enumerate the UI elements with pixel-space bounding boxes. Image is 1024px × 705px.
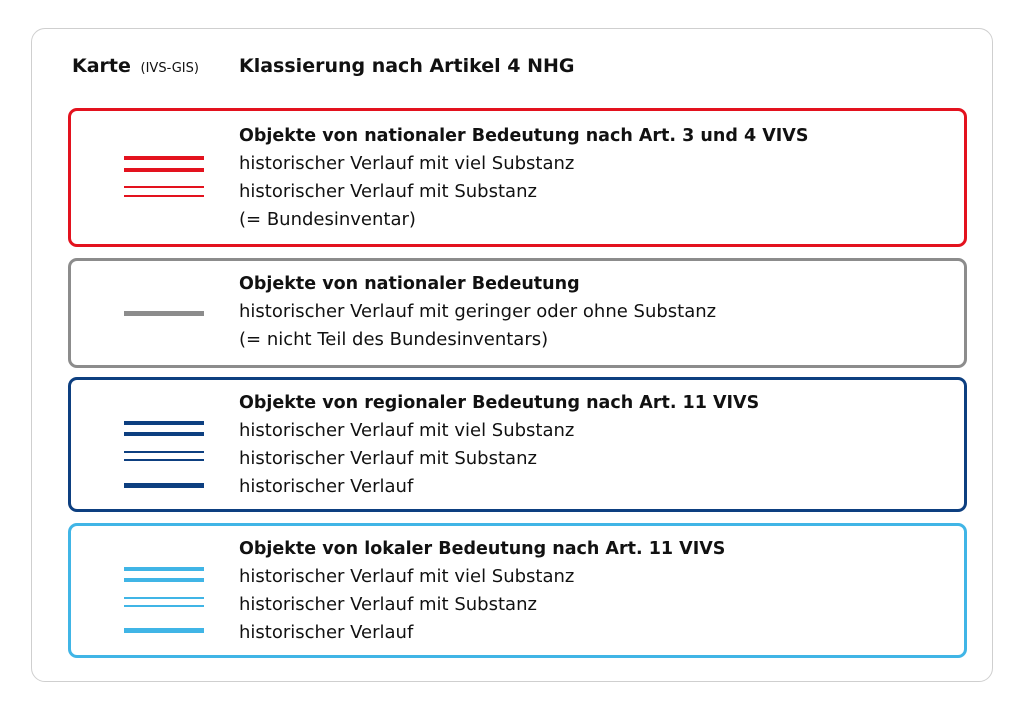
red-double-line-thick-bottom (124, 168, 204, 172)
category-row-local-1: historischer Verlauf mit viel Substanz (239, 566, 575, 587)
category-row-regional-2: historischer Verlauf mit Substanz (239, 448, 537, 469)
dark-blue-double-line-thin-bottom (124, 459, 204, 461)
light-blue-double-line-thick-bottom (124, 578, 204, 582)
category-title-grey: Objekte von nationaler Bedeutung (239, 274, 580, 294)
map-label: Karte (72, 55, 131, 77)
category-row-regional-3: historischer Verlauf (239, 476, 414, 497)
category-text-regional (239, 389, 759, 501)
dark-blue-double-line-thick-bottom (124, 432, 204, 436)
category-title-national: Objekte von nationaler Bedeutung nach Art. 3 und 4 VIVS (239, 126, 809, 146)
category-title-local: Objekte von lokaler Bedeutung nach Art. 11 VIVS (239, 539, 726, 559)
category-row-local-2: historischer Verlauf mit Substanz (239, 594, 537, 615)
dark-blue-double-line-thin-top (124, 451, 204, 453)
category-row-regional-1: historischer Verlauf mit viel Substanz (239, 420, 575, 441)
light-blue-double-line-thin-bottom (124, 605, 204, 607)
category-text-national (239, 122, 808, 234)
category-row-national-3: (= Bundesinventar) (239, 209, 416, 230)
red-double-line-thin-bottom (124, 195, 204, 197)
category-row-national-1: historischer Verlauf mit viel Substanz (239, 153, 575, 174)
red-double-line-thin-top (124, 186, 204, 188)
red-double-line-thick-top (124, 156, 204, 160)
category-row-national-2: historischer Verlauf mit Substanz (239, 181, 537, 202)
dark-blue-single-line (124, 483, 204, 488)
category-row-grey-1: historischer Verlauf mit geringer oder ohne Substanz (239, 301, 717, 322)
dark-blue-double-line-thick-top (124, 421, 204, 425)
map-sub-label: (IVS-GIS) (140, 61, 199, 76)
category-text-local (239, 535, 725, 647)
light-blue-double-line-thick-top (124, 567, 204, 571)
category-text-grey (239, 270, 716, 354)
light-blue-single-line (124, 628, 204, 633)
category-title-regional: Objekte von regionaler Bedeutung nach Art. 11 VIVS (239, 393, 760, 413)
grey-single-line (124, 311, 204, 316)
category-row-local-3: historischer Verlauf (239, 622, 414, 643)
light-blue-double-line-thin-top (124, 597, 204, 599)
category-row-grey-2: (= nicht Teil des Bundesinventars) (239, 329, 549, 350)
classification-title: Klassierung nach Artikel 4 NHG (239, 55, 575, 77)
map-header (72, 55, 199, 77)
